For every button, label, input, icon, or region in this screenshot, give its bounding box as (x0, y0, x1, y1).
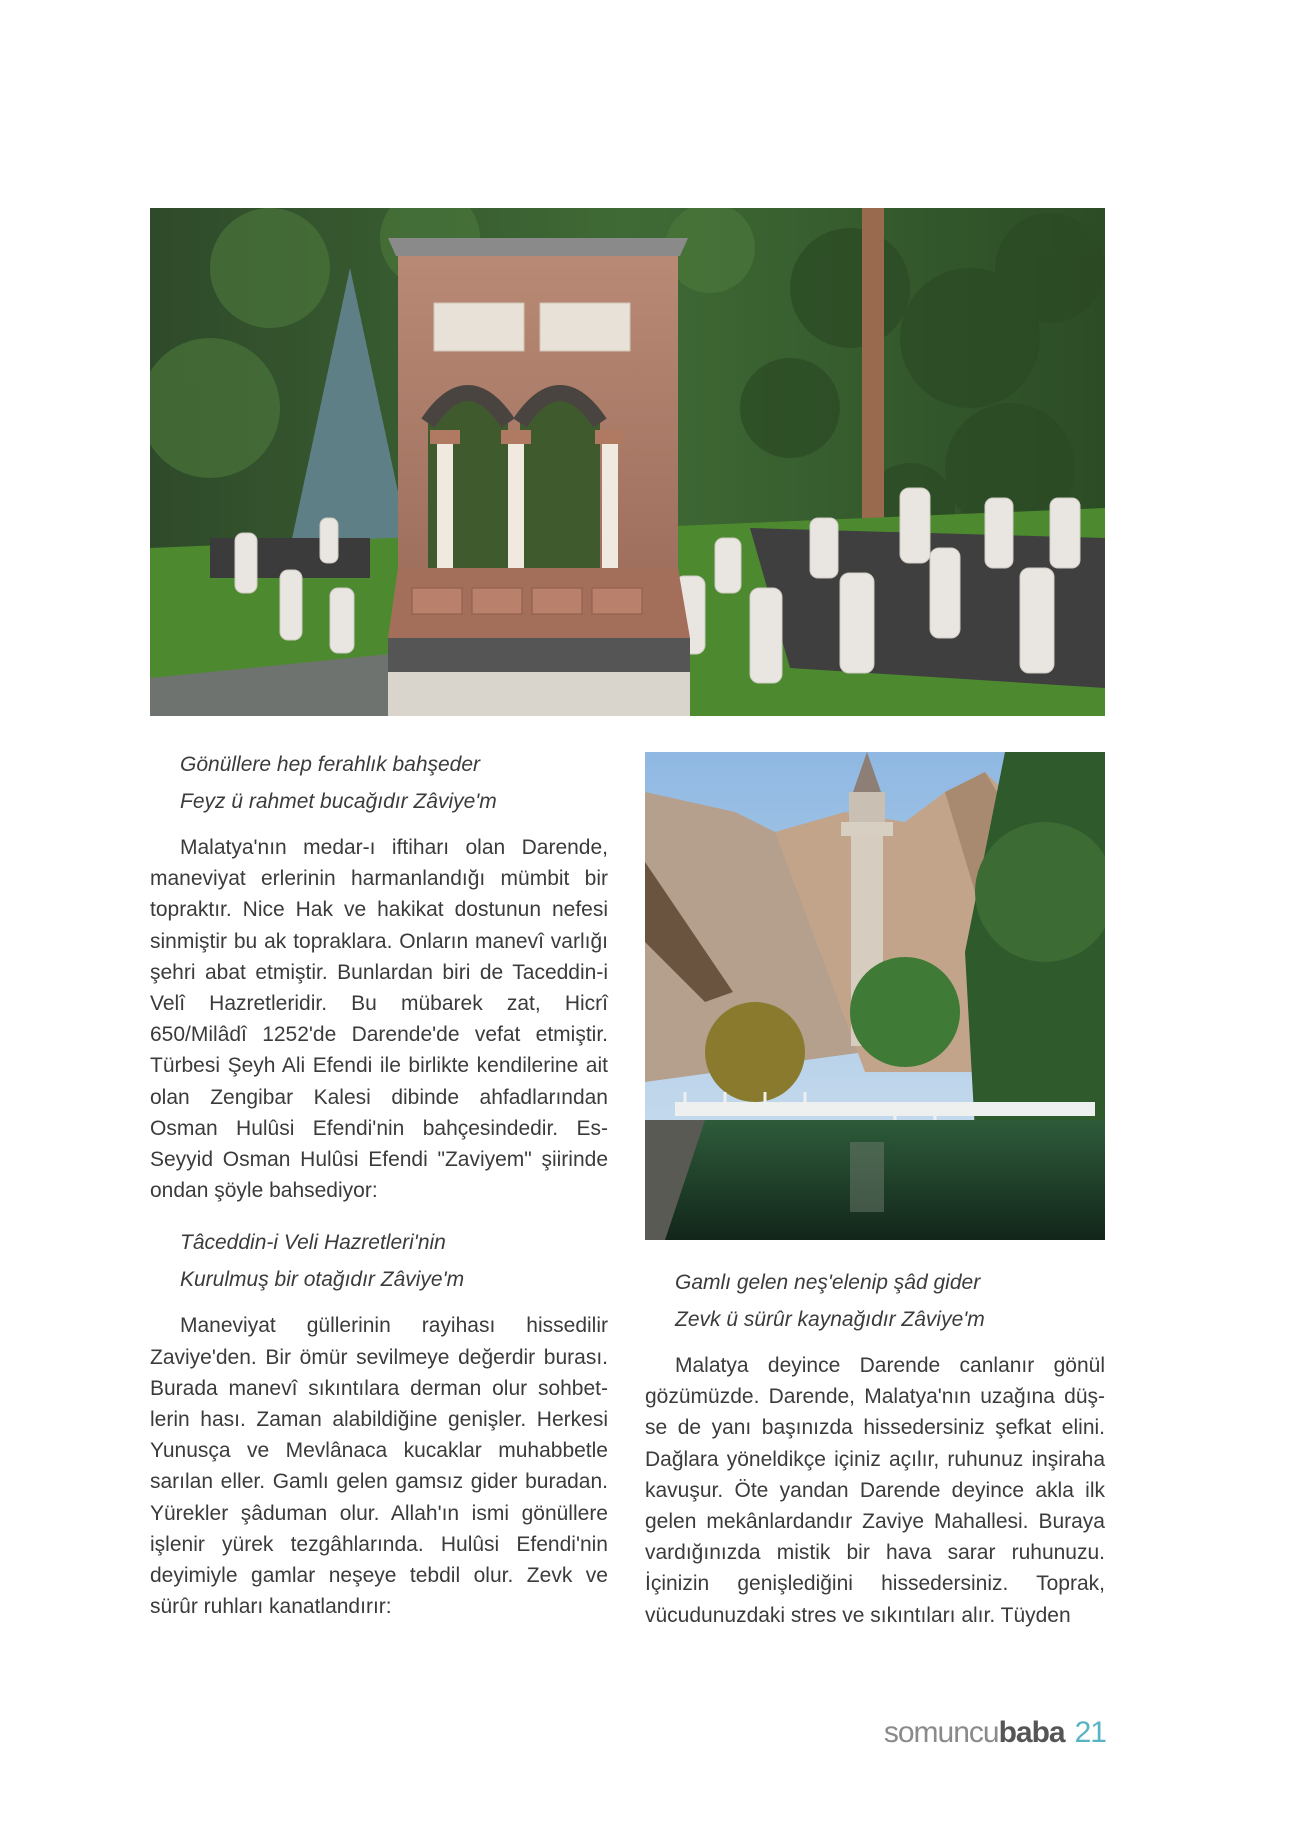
verse-line: Gönüllere hep ferahlık bahşeder (180, 753, 481, 776)
verse-line: Kurulmuş bir otağıdır Zâviye'm (180, 1268, 465, 1292)
magazine-logo (884, 1716, 1065, 1749)
logo-light: somuncu (883, 1716, 999, 1749)
paragraph: Malatya deyince Darende canlanır gönül gözümüzde. Darende, Malatya'nın uzağına düşse de yanı başınızda hissedersiniz şefkat elini. Dağlara yöneldikçe içiniz açılır, ruhunuz inşiraha kavuşur. Öte yandan Darende deyince akla ilk gelen mekânlardandır Zaviye Mahallesi. Buraya vardığınızda mistik bir hava sarar ruhunuzu. İçinizin genişlediğini hissedersiniz. Toprak, vücudunuzdaki stres ve sıkıntıları alır. Tüyden (645, 1354, 1105, 1627)
verse-block (180, 1224, 608, 1298)
paragraph: Malatya'nın medar-ı iftiharı olan Darende, maneviyat erlerinin harmanlandığı mümbit bir topraktır. Nice Hak ve hakikat dostunun nefesi sinmiştir bu ak topraklara. Onların manevî varlığı şehri abat etmiştir. Bunlardan biri de Taceddin-i Velî Hazretleridir. Bu mübarek zat, Hicrî 650/Milâdî 1252'de Darende'de vefat etmiştir. Türbesi Şeyh Ali Efendi ile birlikte kendilerine ait olan Zengibar Kalesi dibinde ahfadlarından Osman Hulûsi Efendi'nin bahçesindedir. Es-Seyyid Osman Hulûsi Efendi "Zaviyem" şiirinde ondan şöyle bahsediyor: (150, 836, 608, 1203)
top-photo (150, 208, 1105, 716)
verse-line: Feyz ü rahmet bucağıdır Zâviye'm (180, 790, 497, 813)
verse-block (675, 1264, 1105, 1338)
page-footer (884, 1716, 1106, 1750)
paragraph: Maneviyat güllerinin rayihası hissedilir Zaviye'den. Bir ömür sevilmeye değerdir burası. Burada manevî sıkıntılara derman olur sohbetlerin hası. Zaman alabildiğine genişler. Herkesi Yunusça ve Mevlânaca kucaklar muhabbetle sarılan eller. Gamlı gelen gamsız gider buradan. Yürekler şâduman olur. Allah'ın ismi gönüllere işlenir yürek tezgâhlarında. Hulûsi Efendi'nin deyimiyle gamlar neşeye tebdil olur. Zevk ve sürûr ruhları kanatlandırır: (150, 1314, 608, 1619)
verse-line: Tâceddin-i Veli Hazretleri'nin (180, 1231, 446, 1255)
right-column (645, 1264, 1105, 1649)
verse-line: Gamlı gelen neş'elenip şâd gider (675, 1271, 981, 1294)
verse-line: Zevk ü sürûr kaynağıdır Zâviye'm (675, 1308, 985, 1331)
logo-bold: baba (998, 1716, 1065, 1749)
verse-block (180, 746, 608, 820)
left-column (150, 746, 608, 1640)
page-number: 21 (1074, 1716, 1106, 1749)
minaret-photo (645, 752, 1105, 1240)
